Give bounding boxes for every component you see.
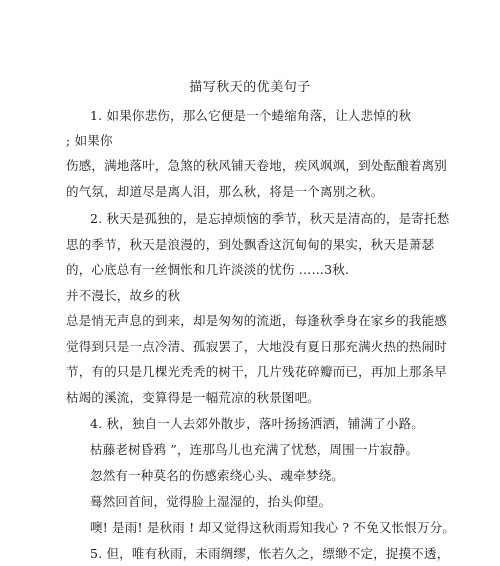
text-line: 噢! 是雨! 是秋雨 ! 却又觉得这秋雨焉知我心 ? 不免又怅恨万分。 bbox=[90, 520, 456, 535]
text-line: 蓦然回首间，觉得脸上湿湿的，抬头仰望。 bbox=[90, 494, 332, 509]
text-line: 思的季节，秋天是浪漫的，到处飘香这沉甸甸的果实，秋天是萧瑟 bbox=[66, 237, 435, 252]
text-line: 节，有的只是几棵光秃秃的树干，几片残花碎瓣而已，再加上那条早 bbox=[66, 364, 448, 379]
text-line: 伤感，满地落叶，急煞的秋风铺天卷地，疾风飒飒，到处酝酿着离别 bbox=[66, 158, 448, 173]
text-line: 的，心底总有一丝惆怅和几许淡淡的忧伤 ……3秋. bbox=[66, 262, 350, 277]
text-line: 1. 如果你悲伤，那么它便是一个蜷缩角落，让人悲悼的秋 bbox=[90, 108, 412, 123]
text-line: 忽然有一种莫名的伤感索绕心头、魂牵梦绕。 bbox=[90, 468, 345, 483]
text-line: 2. 秋天是孤独的，是忘掉烦恼的季节，秋天是清高的，是寄托愁 bbox=[90, 211, 450, 226]
text-line: 总是悄无声息的到来，却是匆匆的流逝，每逢秋季身在家乡的我能感 bbox=[66, 313, 448, 328]
text-line: ; 如果你 bbox=[66, 133, 113, 148]
text-line: 枯竭的溪流，变算得是一幅荒凉的秋景图吧。 bbox=[66, 390, 321, 405]
text-line: 枯藤老树昏鸦 ”，连那鸟儿也充满了忧愁，周围一片寂静。 bbox=[90, 442, 419, 457]
text-line: 4. 秋，独自一人去郊外散步，落叶扬扬洒洒，铺满了小路。 bbox=[90, 416, 425, 431]
page-title: 描写秋天的优美句子 bbox=[189, 80, 311, 95]
text-line: 的气氛，却道尽是离人泪，那么秋，将是一个离别之秋。 bbox=[66, 184, 384, 199]
text-line: 5. 但，唯有秋雨，未雨绸缪，怅若久之，缥缈不定，捉摸不透， bbox=[90, 546, 450, 561]
text-line: 觉得到只是一点冷清、孤寂罢了，大地没有夏日那充满火热的热闹时 bbox=[66, 339, 448, 354]
text-line: 并不漫长，故乡的秋 bbox=[66, 288, 181, 303]
